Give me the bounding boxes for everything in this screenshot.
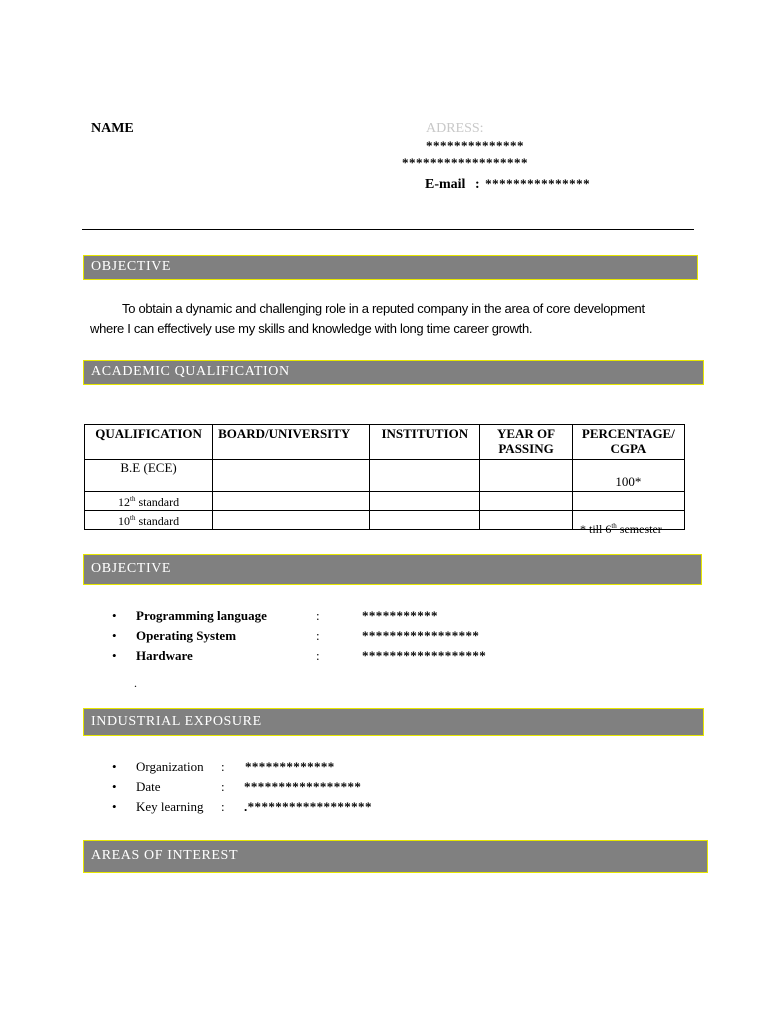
industrial-value: ************* [245, 759, 335, 774]
section-header-industrial: INDUSTRIAL EXPOSURE [83, 708, 704, 736]
address-label: ADRESS: [426, 121, 484, 136]
cell-institution [370, 492, 480, 511]
cell-board [213, 460, 370, 492]
skill-label: Hardware [136, 648, 193, 663]
skill-label: Operating System [136, 628, 237, 643]
header-divider [82, 229, 694, 230]
table-row [85, 492, 685, 511]
bullet-icon: • [112, 608, 117, 623]
section-header-objective-skills: OBJECTIVE [83, 554, 702, 585]
table-row [85, 460, 685, 492]
cell-board [213, 511, 370, 530]
objective-paragraph [90, 299, 670, 339]
email-separator: : [474, 177, 480, 192]
bullet-icon: • [112, 759, 117, 774]
section-header-academic: ACADEMIC QUALIFICATION [83, 360, 704, 385]
email-label: E-mail [425, 177, 466, 192]
industrial-label: Date [136, 779, 161, 794]
candidate-name: NAME [91, 121, 134, 136]
objective-line-1: To obtain a dynamic and challenging role in a reputed company in the area of core development [122, 301, 645, 316]
cell-institution [370, 460, 480, 492]
col-header-board: BOARD/UNIVERSITY [213, 425, 370, 460]
cell-percentage [572, 492, 684, 511]
section-header-objective: OBJECTIVE [83, 255, 698, 280]
skill-value: ****************** [362, 648, 487, 663]
industrial-label: Organization [136, 759, 204, 774]
col-header-institution: INSTITUTION [370, 425, 480, 460]
industrial-label: Key learning [136, 799, 204, 814]
table-footnote: * till 6th semester [580, 522, 662, 536]
col-header-year: YEAR OF PASSING [480, 425, 572, 460]
cell-qualification: 12th standard [85, 492, 213, 511]
skill-separator: : [316, 628, 320, 643]
qualification-table [84, 424, 685, 530]
skill-value: *********** [362, 608, 438, 623]
cell-qualification: B.E (ECE) [85, 460, 213, 492]
bullet-icon: • [112, 648, 117, 663]
industrial-separator: : [221, 759, 225, 774]
cell-year [480, 492, 572, 511]
cell-percentage: 100* [572, 460, 684, 492]
cell-institution [370, 511, 480, 530]
skill-separator: : [316, 648, 320, 663]
col-header-percentage: PERCENTAGE/ CGPA [572, 425, 684, 460]
bullet-icon: • [112, 799, 117, 814]
skill-label: Programming language [136, 608, 267, 623]
industrial-value: .****************** [244, 799, 372, 814]
address-line-1: ************** [426, 138, 524, 153]
skill-separator: : [316, 608, 320, 623]
cell-board [213, 492, 370, 511]
cell-qualification: 10th standard [85, 511, 213, 530]
bullet-icon: • [112, 779, 117, 794]
col-header-qualification: QUALIFICATION [85, 425, 213, 460]
cell-year [480, 460, 572, 492]
bullet-icon: • [112, 628, 117, 643]
industrial-separator: : [221, 799, 225, 814]
skill-value: ***************** [362, 628, 480, 643]
email-value: *************** [485, 176, 591, 191]
email-row [425, 176, 590, 193]
cell-year [480, 511, 572, 530]
objective-line-2: where I can effectively use my skills and knowledge with long time career growth. [90, 321, 533, 336]
industrial-value: ***************** [244, 779, 362, 794]
industrial-separator: : [221, 779, 225, 794]
trailing-period: . [134, 676, 137, 690]
table-header-row [85, 425, 685, 460]
section-header-interest: AREAS OF INTEREST [83, 840, 708, 873]
address-line-2: ****************** [402, 155, 528, 170]
